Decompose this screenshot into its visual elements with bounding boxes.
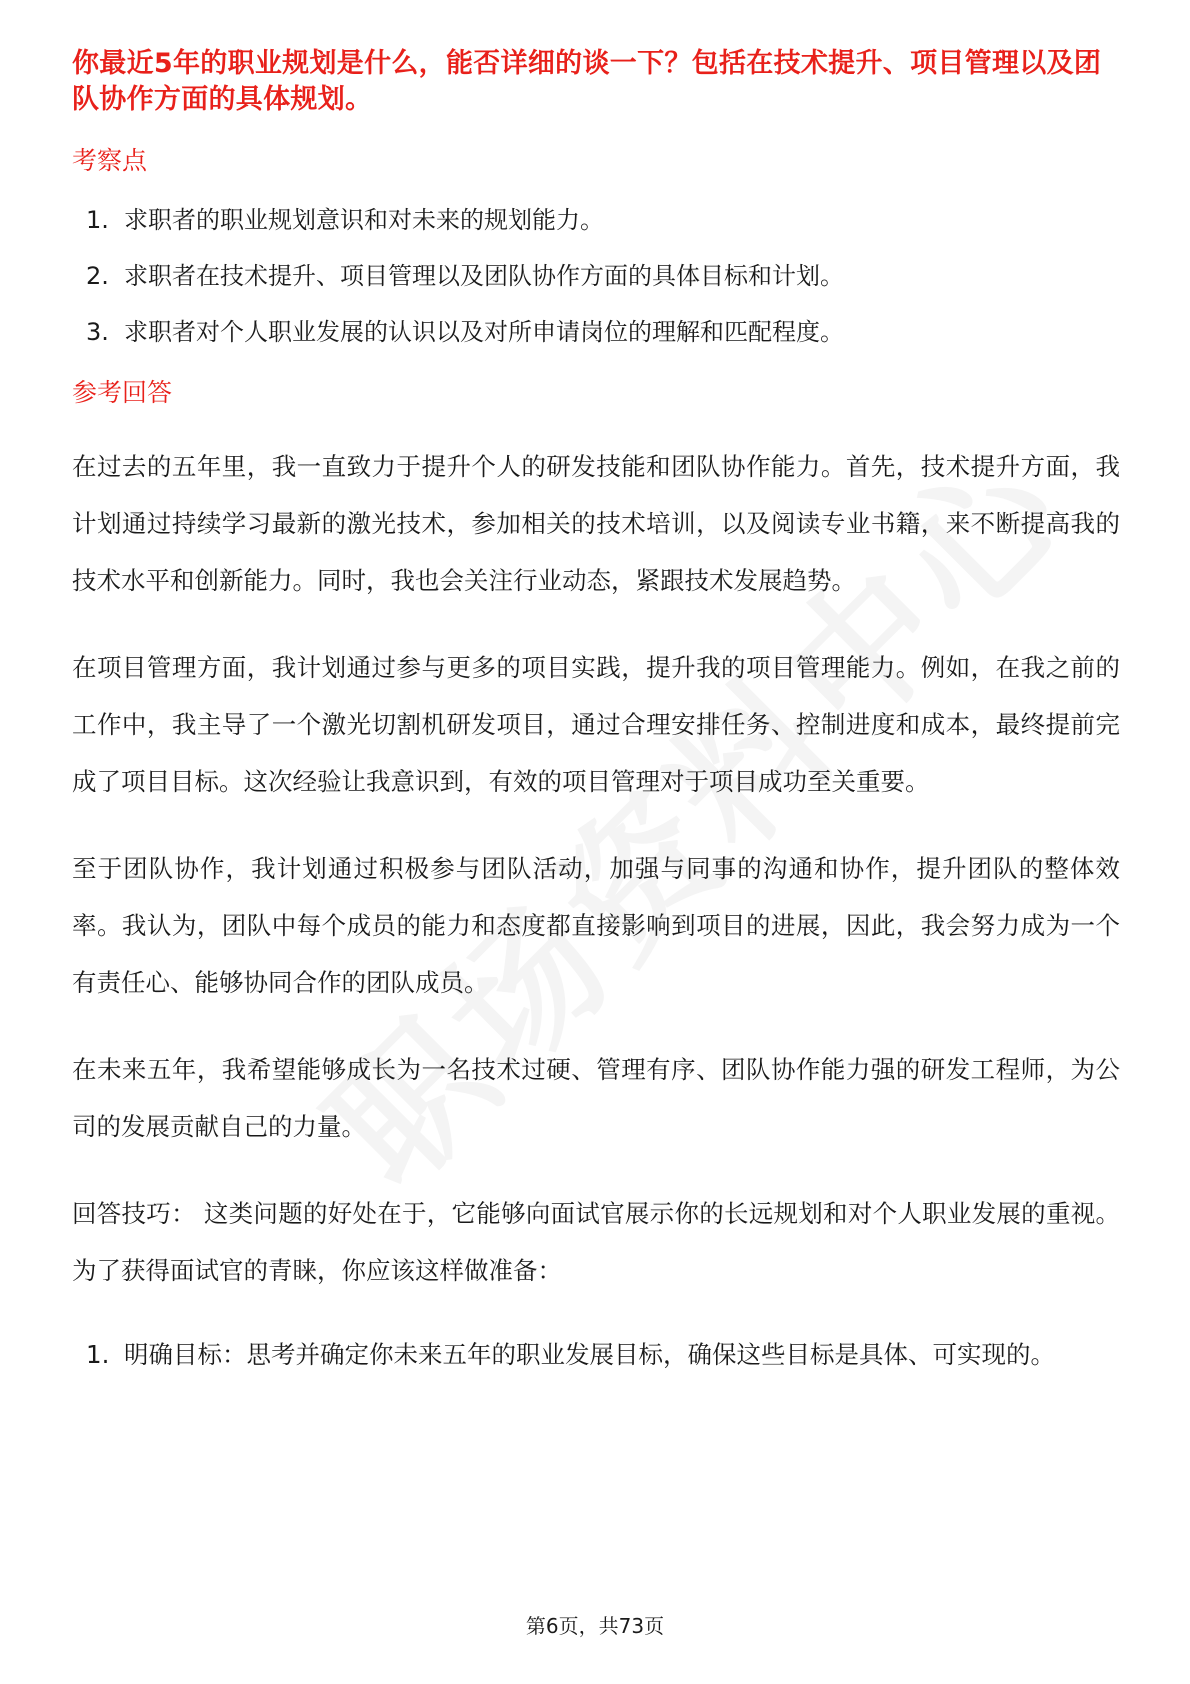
list-item (72, 1327, 1120, 1383)
list-item-number: 1. (86, 206, 109, 234)
examine-points-list (72, 202, 1120, 350)
list-item-text: 求职者的职业规划意识和对未来的规划能力。 (124, 206, 604, 234)
list-item-number: 3. (86, 318, 109, 346)
list-item (72, 202, 1120, 238)
list-item-number: 1. (86, 1340, 110, 1369)
answer-paragraph-team: 至于团队协作，我计划通过积极参与团队活动，加强与同事的沟通和协作，提升团队的整体效率。我认为，团队中每个成员的能力和态度都直接影响到项目的进展，因此，我会努力成为一个有责任心、能够协同合作的团队成员。 (72, 854, 1120, 997)
answer-paragraph-tech: 在过去的五年里，我一直致力于提升个人的研发技能和团队协作能力。首先，技术提升方面，我计划通过持续学习最新的激光技术，参加相关的技术培训，以及阅读专业书籍，来不断提高我的技术水平和创新能力。同时，我也会关注行业动态，紧跟技术发展趋势。 (72, 452, 1120, 595)
answer-paragraph-project: 在项目管理方面，我计划通过参与更多的项目实践，提升我的项目管理能力。例如，在我之前的工作中，我主导了一个激光切割机研发项目，通过合理安排任务、控制进度和成本，最终提前完成了项目目标。这次经验让我意识到，有效的项目管理对于项目成功至关重要。 (72, 653, 1120, 796)
list-item-number: 2. (86, 262, 109, 290)
page-number-footer: 第6页，共73页 (525, 1614, 665, 1638)
section-title-examine: 考察点 (72, 146, 148, 175)
list-item (72, 314, 1120, 350)
answer-paragraph-future: 在未来五年，我希望能够成长为一名技术过硬、管理有序、团队协作能力强的研发工程师，为公司的发展贡献自己的力量。 (72, 1055, 1120, 1141)
answer-tips-paragraph: 回答技巧： 这类问题的好处在于，它能够向面试官展示你的长远规划和对个人职业发展的重视。为了获得面试官的青睐，你应该这样做准备： (72, 1199, 1120, 1285)
list-item-text: 明确目标：思考并确定你未来五年的职业发展目标，确保这些目标是具体、可实现的。 (124, 1340, 1055, 1369)
list-item-text: 求职者对个人职业发展的认识以及对所申请岗位的理解和匹配程度。 (124, 318, 844, 346)
document-page (72, 46, 1120, 1383)
tips-list (72, 1327, 1120, 1383)
list-item-text: 求职者在技术提升、项目管理以及团队协作方面的具体目标和计划。 (124, 262, 844, 290)
list-item (72, 258, 1120, 294)
question-heading: 你最近5年的职业规划是什么，能否详细的谈一下？包括在技术提升、项目管理以及团队协作方面的具体规划。 (72, 48, 1102, 115)
section-title-answer: 参考回答 (72, 378, 173, 407)
